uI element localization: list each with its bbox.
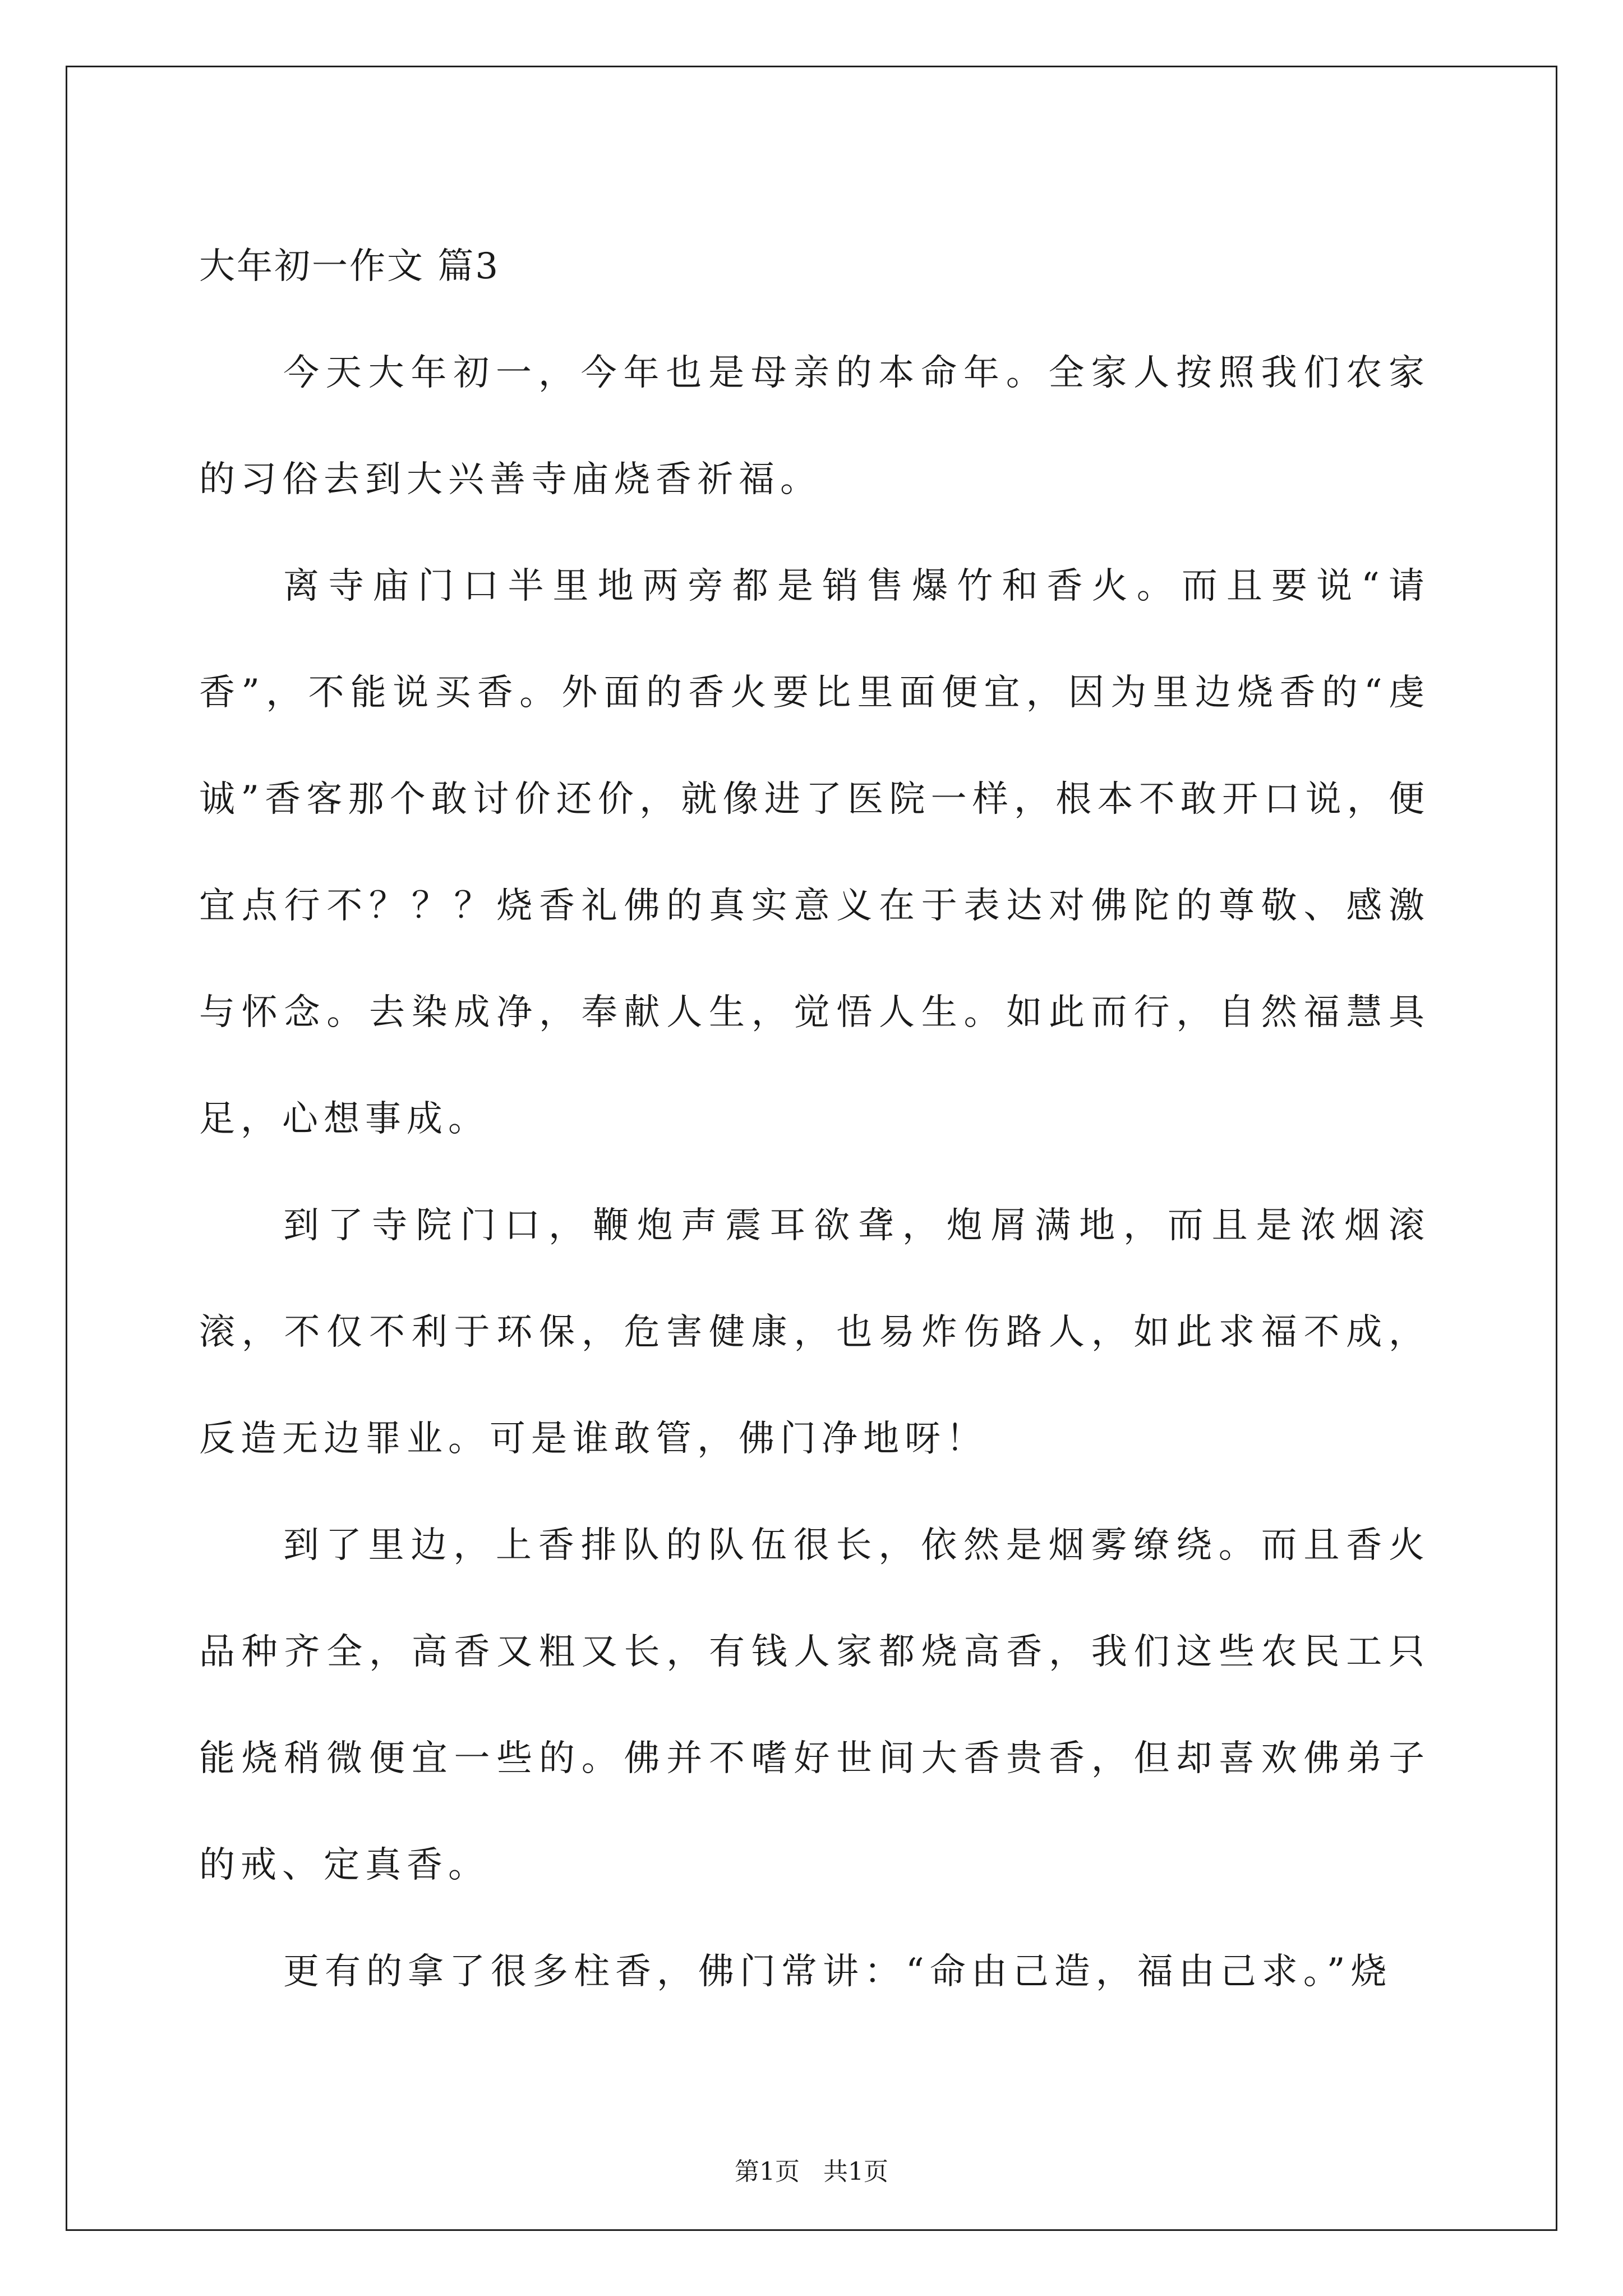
paragraph-4: 到了里边，上香排队的队伍很长，依然是烟雾缭绕。而且香火品种齐全，高香又粗又长，有钱人家都烧高香，我们这些农民工只能烧稍微便宜一些的。佛并不嗜好世间大香贵香，但却喜欢佛弟子的戒、定真香。 xyxy=(199,1525,1430,1886)
document-heading: 大年初一作文 篇3 xyxy=(199,246,500,287)
paragraph-1: 今天大年初一，今年也是母亲的本命年。全家人按照我们农家的习俗去到大兴善寺庙烧香祈福。 xyxy=(199,352,1430,500)
paragraph-2: 离寺庙门口半里地两旁都是销售爆竹和香火。而且要说“请香”，不能说买香。外面的香火要比里面便宜，因为里边烧香的“虔诚”香客那个敢讨价还价，就像进了医院一样，根本不敢开口说，便宜点行不？？？烧香礼佛的真实意义在于表达对佛陀的尊敬、感激与怀念。去染成净，奉献人生，觉悟人生。如此而行，自然福慧具足，心想事成。 xyxy=(199,565,1430,1140)
paragraph-3: 到了寺院门口，鞭炮声震耳欲聋，炮屑满地，而且是浓烟滚滚，不仅不利于环保，危害健康，也易炸伤路人，如此求福不成，反造无边罪业。可是谁敢管，佛门净地呀！ xyxy=(199,1205,1430,1460)
page-footer: 第1页 共1页 xyxy=(735,2157,888,2186)
paragraph-5: 更有的拿了很多柱香，佛门常讲：“命由己造，福由己求。”烧 xyxy=(283,1951,1393,1993)
document-body xyxy=(199,213,1430,2025)
